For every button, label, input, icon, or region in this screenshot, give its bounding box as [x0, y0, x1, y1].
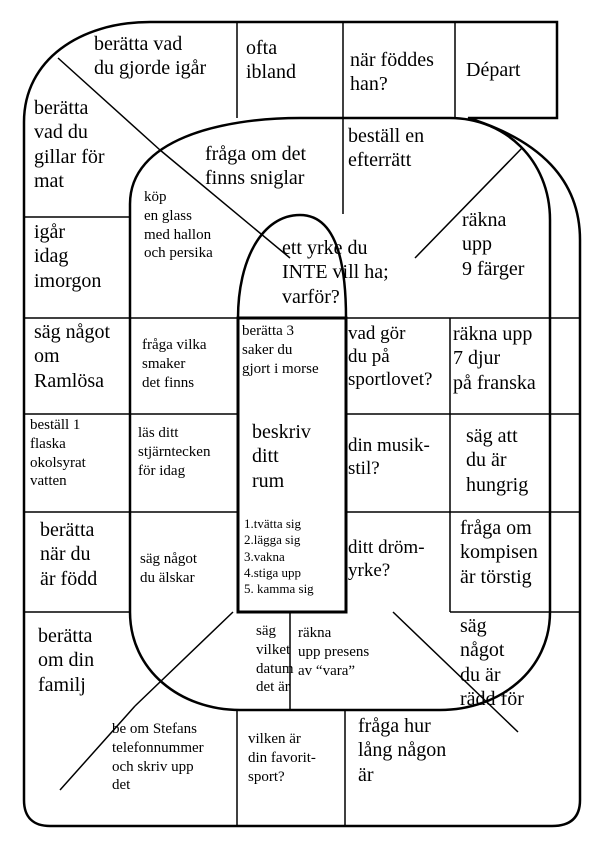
- outer-cell-10: be om Stefans telefonnummer och skriv upp det: [112, 721, 204, 794]
- outer-cell-18: beställ en efterrätt: [348, 125, 425, 172]
- start-cell: Départ: [466, 59, 521, 81]
- outer-cell-8: berätta när du är född: [40, 519, 98, 590]
- outer-cell-13: säg något du är rädd för: [460, 615, 524, 711]
- middle-cell-9: din musik- stil?: [348, 435, 430, 480]
- outer-cell-16: räkna upp 7 djur på franska: [453, 323, 536, 394]
- outer-cell-7: beställ 1 flaska okolsyrat vatten: [30, 417, 86, 490]
- middle-cell-7: räkna upp presens av “vara”: [298, 625, 370, 679]
- middle-cell-4: läs ditt stjärntecken för idag: [138, 425, 211, 479]
- outer-cell-17: räkna upp 9 färger: [462, 209, 525, 280]
- middle-cell-1: fråga om det finns sniglar: [205, 143, 307, 190]
- middle-cell-6: säg vilket datum det är: [256, 623, 294, 696]
- outer-cell-12: fråga hur lång någon är: [358, 715, 447, 786]
- middle-cell-8: ditt dröm- yrke?: [348, 537, 425, 582]
- outer-cell-14: fråga om kompisen är törstig: [460, 517, 538, 588]
- center-cell-3: 1.tvätta sig 2.lägga sig 3.vakna 4.stiga upp 5. kamma sig: [244, 516, 314, 596]
- outer-cell-9: berätta om din familj: [38, 625, 95, 696]
- outer-cell-6: säg något om Ramlösa: [34, 321, 111, 392]
- center-cell-1: berätta 3 saker du gjort i morse: [242, 323, 319, 377]
- middle-cell-5: säg något du älskar: [140, 551, 198, 586]
- outer-cell-4: berätta vad du gillar för mat: [34, 97, 105, 193]
- middle-cell-2: köp en glass med hallon och persika: [144, 189, 213, 262]
- outer-cell-2: ofta ibland: [246, 37, 296, 84]
- outer-cell-1: när föddes han?: [350, 49, 434, 96]
- center-cell-2: beskriv ditt rum: [252, 421, 311, 492]
- middle-cell-11: ett yrke du INTE vill ha; varför?: [282, 237, 389, 308]
- outer-cell-5: igår idag imorgon: [34, 221, 102, 292]
- middle-cell-3: fråga vilka smaker det finns: [142, 337, 207, 391]
- middle-cell-10: vad gör du på sportlovet?: [348, 323, 433, 391]
- outer-cell-15: säg att du är hungrig: [466, 425, 529, 496]
- outer-cell-11: vilken är din favorit- sport?: [248, 731, 316, 785]
- outer-cell-3: berätta vad du gjorde igår: [94, 33, 207, 80]
